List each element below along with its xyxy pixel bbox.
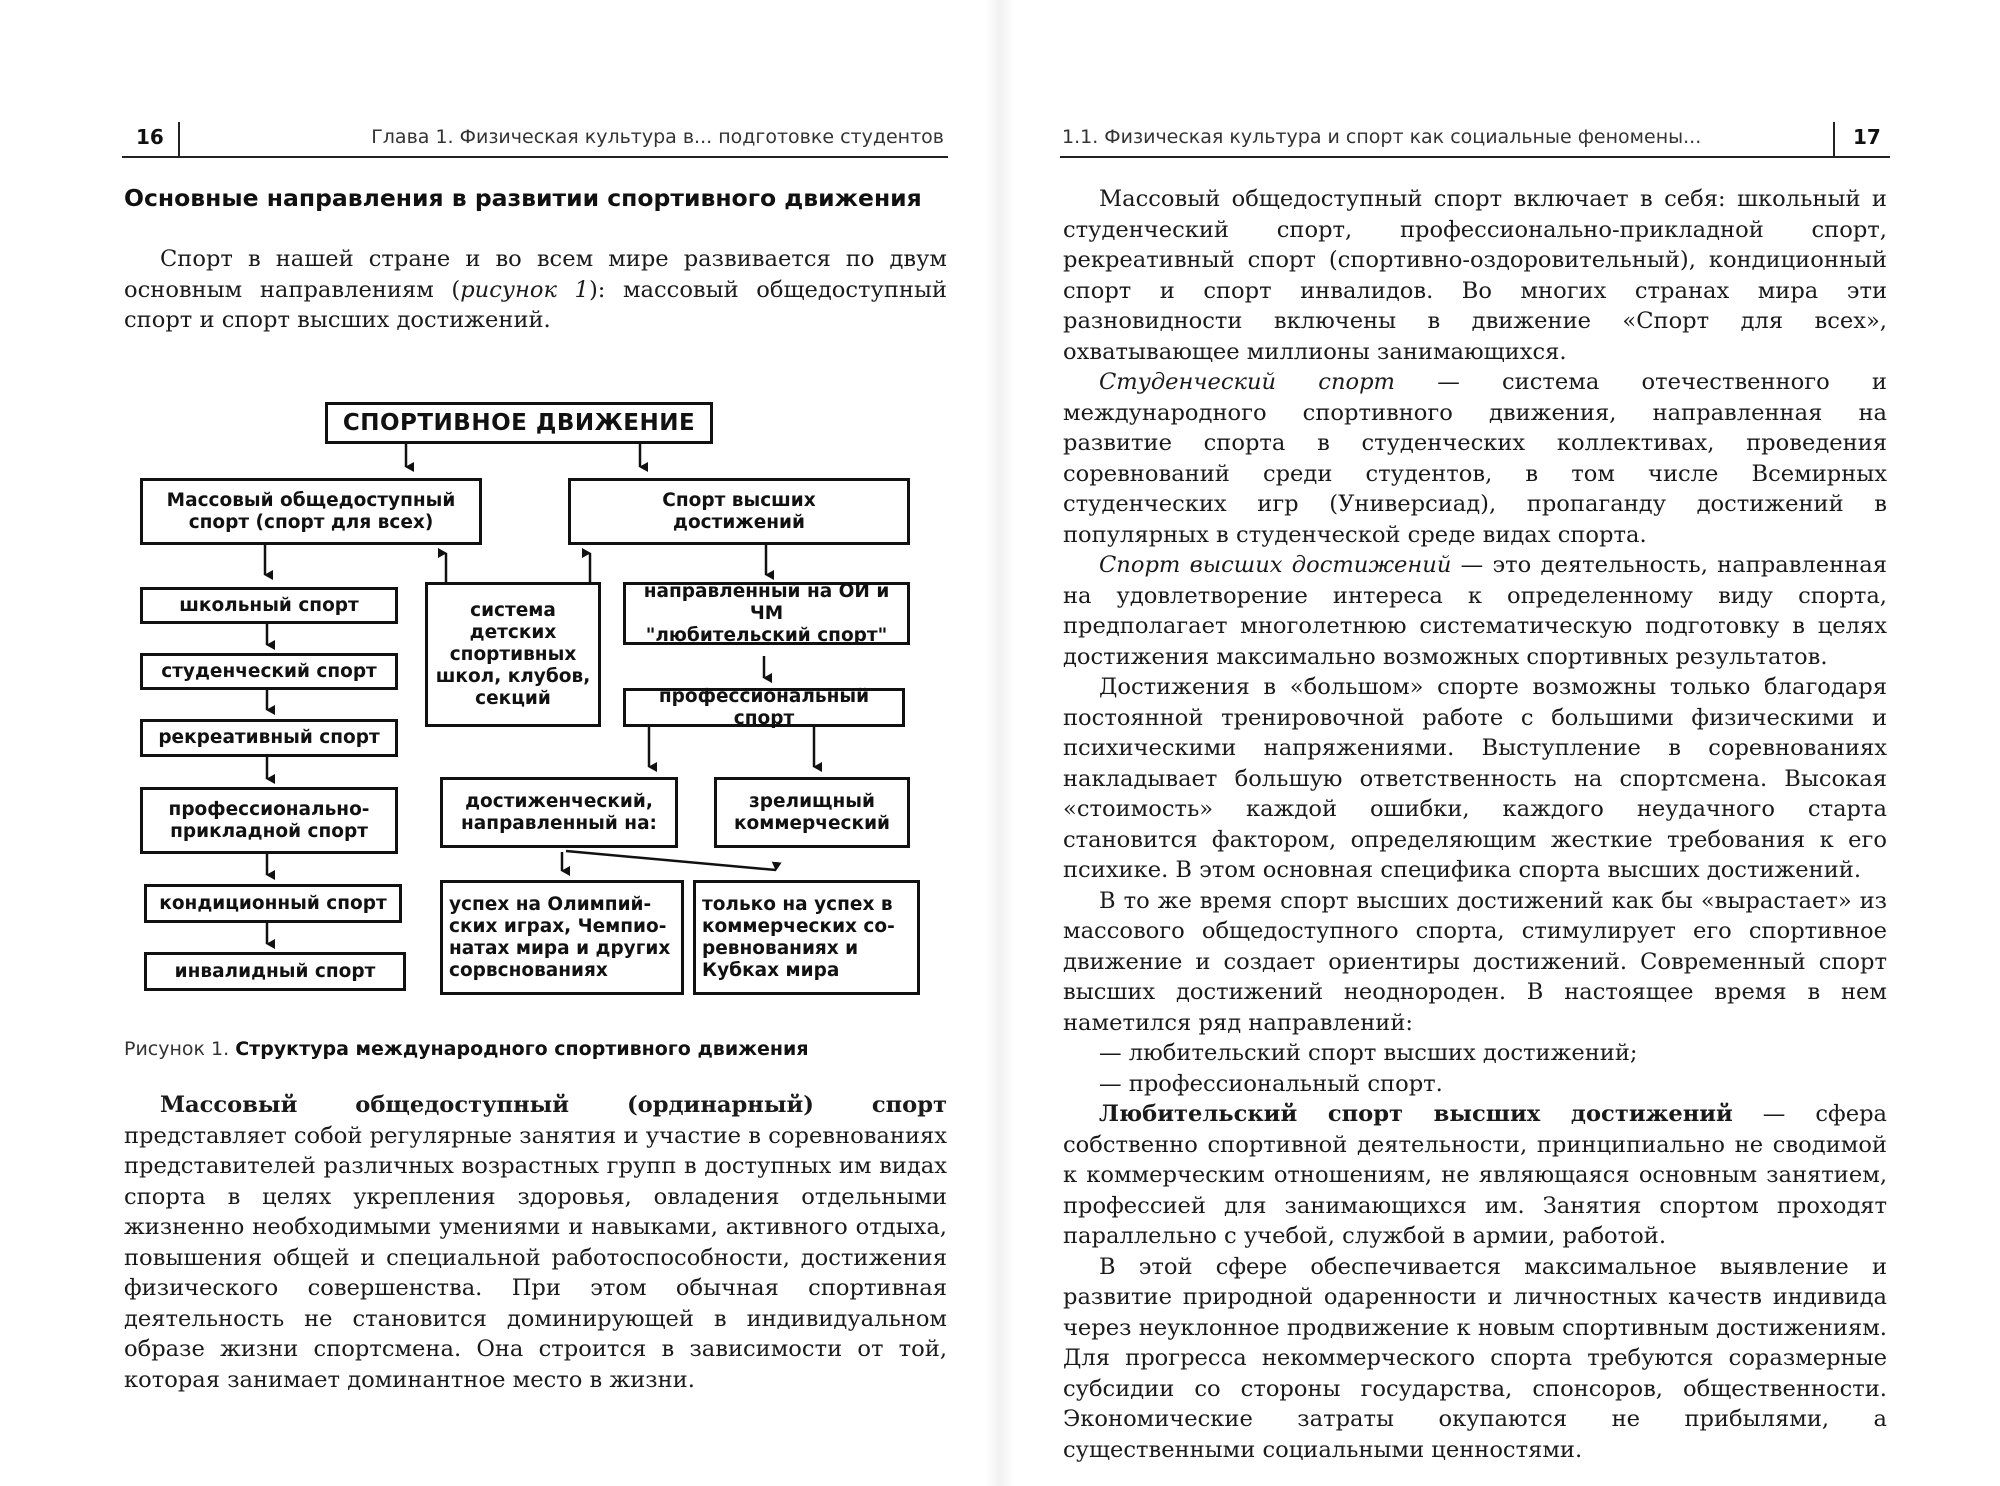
paragraph-big-sport: Достижения в «большом» спорте возможны только благодаря постоянной тренировочной работе с большими физическими и психическими напряжениями. Выступление в соревнованиях накладывает большую ответственность на спортсмена. Высокая «стоимость» каждой ошибки, каждого неудачного старта становится фактором, определяющим жесткие требования к его психике. В этом основная специфика спорта высших достижений.	[1063, 674, 1887, 883]
paragraph-mass-sport-types: Массовый общедоступный спорт включает в себя: школьный и студенческий спорт, профессионально-прикладной спорт, рекреативный спорт (спортивно-оздоровительный), кондиционный спорт и спорт инвалидов. Во многих странах мира эти разновидности включены в движение «Спорт для всех», охватывающее миллионы занимающихся.	[1063, 186, 1887, 365]
box-sport-movement: СПОРТИВНОЕ ДВИЖЕНИЕ	[325, 402, 713, 444]
paragraph-sphere: В этой сфере обеспечивается максимальное выявление и развитие природной одаренности и личностных качеств индивида через неуклонное продвижение к новым спортивным достижениям. Для прогресса некоммерческого спорта требуются соразмерные субсидии со стороны государства, спонсоров, общественности. Экономические затраты окупаются не прибылями, а существенными социальными ценностями.	[1063, 1253, 1887, 1463]
list-item: — профессиональный спорт.	[1099, 1070, 1443, 1097]
page-number: 17	[1853, 125, 1881, 149]
box-commercial-success: только на успех в коммерческих со- ревнованиях и Кубках мира	[693, 880, 920, 995]
right-page-text	[1063, 184, 1887, 1465]
header-divider	[1833, 122, 1835, 156]
box-school-sport: школьный спорт	[140, 587, 398, 624]
mass-sport-paragraph: Массовый общедоступный (ординарный) спорт представляет собой регулярные занятия и участие в соревнованиях представителей различных возрастных групп в доступных им видах спорта в целях укрепления здоровья, овладения отдельными жизненно необходимыми умениями и навыками, активного отдыха, повышения общей и специальной работоспособности, достижения физического совершенства. При этом обычная спортивная деятельность не становится доминирующей в индивидуальном образе жизни спортсмена. Она строится в зависимости от той, которая занимает доминантное место в жизни.	[124, 1092, 947, 1393]
paragraph-elite-sport: Спорт высших достижений — это деятельность, направленная на удовлетворение интереса к определенному виду спорта, предполагает многолетнюю систематическую подготовку в целях достижения максимально возможных спортивных результатов.	[1063, 552, 1887, 670]
box-elite-sport: Спорт высших достижений	[568, 478, 910, 545]
box-achievement-sport: достиженческий, направленный на:	[440, 777, 678, 848]
figure-title: Структура международного спортивного движения	[235, 1038, 809, 1060]
header-divider	[178, 122, 180, 156]
figure-caption	[124, 1038, 809, 1060]
box-olympic-success: успех на Олимпий- ских играх, Чемпио- натах мира и других сорвснованиях	[440, 880, 684, 995]
box-mass-sport: Массовый общедоступный спорт (спорт для всех)	[140, 478, 482, 545]
box-youth-system: система детских спортивных школ, клубов, секций	[425, 582, 601, 727]
sport-movement-diagram	[130, 395, 920, 1005]
box-recreational-sport: рекреативный спорт	[140, 719, 398, 757]
box-spectacle-sport: зрелищный коммерческий	[714, 777, 910, 848]
running-header	[1060, 122, 1890, 158]
right-page	[1000, 0, 2000, 1486]
box-professional-sport: профессиональный спорт	[623, 688, 905, 727]
box-disabled-sport: инвалидный спорт	[144, 952, 406, 991]
box-conditioning-sport: кондиционный спорт	[144, 884, 402, 923]
paragraph-amateur-sport: Любительский спорт высших достижений — сфера собственно спортивной деятельности, принципиально не сводимой к коммерческим отношениям, не являющаяся основным занятием, профессией для занимающихся им. Занятия спортом проходят параллельно с учебой, службой в армии, работой.	[1063, 1101, 1887, 1249]
box-olympic-amateur: направленный на ОИ и ЧМ "любительский спорт"	[623, 582, 910, 645]
intro-paragraph: Спорт в нашей стране и во всем мире развивается по двум основным направлениям (рисунок 1): массовый общедоступный спорт и спорт высших достижений.	[124, 246, 947, 333]
running-head-text: 1.1. Физическая культура и спорт как социальные феномены...	[1062, 126, 1702, 148]
paragraph-student-sport: Студенческий спорт — система отечественного и международного спортивного движения, направленная на развитие спорта в студенческих коллективах, проведения соревнований среди студентов, в том числе Всемирных студенческих игр (Универсиад), пропаганду достижений в популярных в студенческой среде видах спорта.	[1063, 369, 1887, 548]
paragraph-directions: В то же время спорт высших достижений как бы «вырастает» из массового общедоступного спорта, стимулирует его спортивное движение и создает ориентиры достижений. Современный спорт высших достижений неоднороден. В настоящее время в нем наметился ряд направлений:	[1063, 887, 1887, 1036]
running-head-text: Глава 1. Физическая культура в... подготовке студентов	[371, 126, 944, 148]
figure-label: Рисунок 1.	[124, 1038, 230, 1060]
box-student-sport: студенческий спорт	[140, 653, 398, 690]
box-applied-sport: профессионально- прикладной спорт	[140, 787, 398, 854]
figure-reference: рисунок 1	[460, 276, 589, 303]
running-header	[122, 122, 948, 158]
page-number: 16	[136, 125, 164, 149]
mass-sport-term: Массовый общедоступный (ординарный) спорт	[160, 1092, 947, 1118]
list-item: — любительский спорт высших достижений;	[1099, 1040, 1638, 1066]
section-title: Основные направления в развитии спортивного движения	[124, 184, 922, 212]
